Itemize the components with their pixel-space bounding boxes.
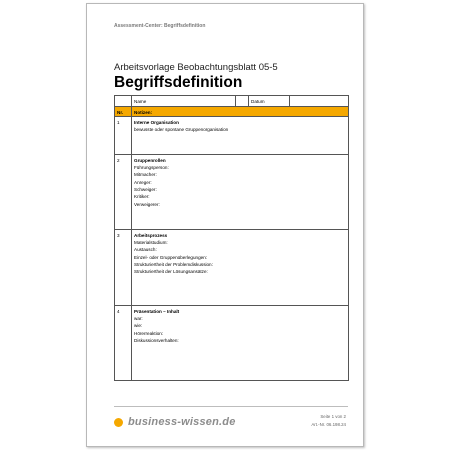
table-row (115, 305, 349, 380)
date-label: Datum (251, 98, 265, 104)
section-item: Führungsperson: (134, 164, 169, 170)
date-cell[interactable] (249, 96, 290, 107)
section-item: Strukturiertheit der Problemdiskussion: (134, 261, 213, 267)
footer-divider (114, 406, 348, 407)
table-header-row (115, 107, 349, 117)
name-label: Name (134, 98, 147, 104)
section-item: war: (134, 315, 143, 321)
table-row (115, 229, 349, 305)
section-item: Verweigerer: (134, 201, 160, 207)
name-row-nr-cell (115, 96, 132, 107)
row-nr: 3 (115, 229, 132, 305)
section-item: Kritiker: (134, 194, 150, 200)
section-item: Mitmacher: (134, 172, 157, 178)
name-date-row (115, 96, 349, 107)
nr-header: Nr. (115, 107, 132, 117)
section-title: Arbeitsprozess (134, 232, 168, 238)
page-number: Seite 1 von 2 (320, 414, 346, 419)
notes-cell[interactable] (132, 305, 349, 380)
section-item: Austausch: (134, 247, 157, 253)
document-page (86, 3, 364, 447)
section-item: Strukturiertheit der Lösungsansätze: (134, 269, 208, 275)
document-subtitle: Arbeitsvorlage Beobachtungsblatt 05-5 (114, 62, 278, 73)
row-nr: 2 (115, 154, 132, 229)
notes-cell[interactable] (132, 229, 349, 305)
logo-dot-icon (114, 418, 123, 427)
observation-table (114, 95, 349, 381)
section-item: wie: (134, 323, 143, 329)
row-nr: 1 (115, 116, 132, 154)
name-spacer-cell (236, 96, 249, 107)
section-title: Gruppenrollen (134, 157, 166, 163)
section-item: Hörerreaktion: (134, 330, 164, 336)
date-value-cell[interactable] (290, 96, 349, 107)
row-nr: 4 (115, 305, 132, 380)
header-doc-label: Assessment-Center: Begriffsdefinition (114, 23, 206, 29)
table-row (115, 154, 349, 229)
document-title: Begriffsdefinition (114, 74, 243, 91)
section-title: Interne Organisation (134, 119, 179, 125)
notes-cell[interactable] (132, 116, 349, 154)
section-item: Einzel- oder Gruppenüberlegungen: (134, 254, 208, 260)
brand-logo (114, 416, 236, 428)
name-cell[interactable] (132, 96, 236, 107)
notes-header: Notizen: (132, 107, 349, 117)
section-item: bewusste oder spontane Gruppenorganisation (134, 126, 229, 132)
section-item: Materialstudium: (134, 239, 168, 245)
footer-info (311, 413, 346, 430)
notes-cell[interactable] (132, 154, 349, 229)
article-number: Art.-Nr. 06.198.24 (311, 422, 346, 428)
table-row (115, 116, 349, 154)
section-item: Anreger: (134, 179, 152, 185)
logo-text: business-wissen.de (128, 416, 236, 428)
section-item: Schweiger: (134, 186, 157, 192)
section-title: Präsentation – Inhalt (134, 308, 180, 314)
section-item: Diskussionsverhalten: (134, 337, 179, 343)
